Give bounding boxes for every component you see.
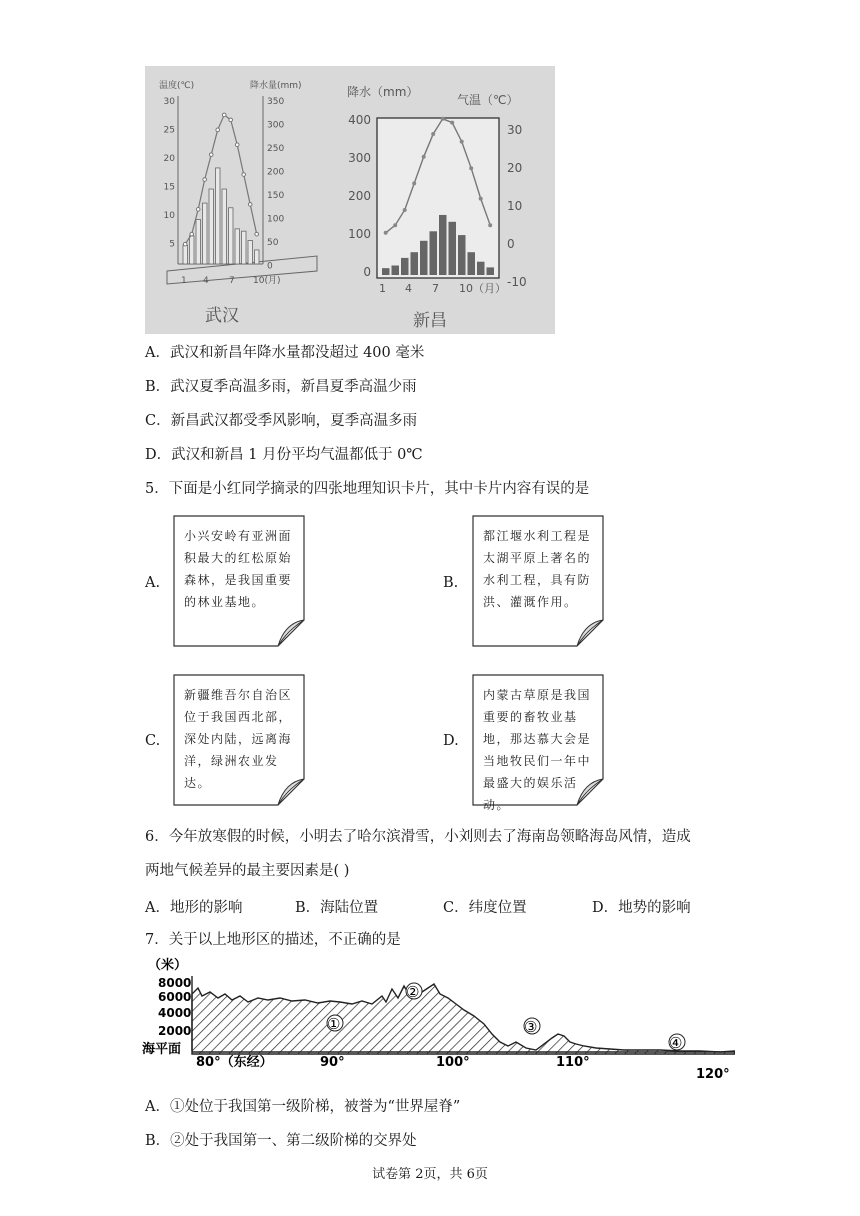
wuhan-temp-point xyxy=(216,128,220,132)
xinchang-precip-bar xyxy=(487,267,495,275)
wuhan-precip-axis-label: 降水量(mm) xyxy=(250,81,302,91)
wuhan-temp-tick: 10 xyxy=(163,211,175,221)
wuhan-precip-bar xyxy=(255,250,260,264)
profile-marker-2: ② xyxy=(406,983,420,1001)
wuhan-month-tick: 4 xyxy=(203,276,209,286)
terrain-profile-shape xyxy=(192,984,735,1054)
q7-stem: 7．关于以上地形区的描述，不正确的是 xyxy=(145,932,401,948)
xinchang-temp-point xyxy=(384,231,388,235)
xinchang-temp-tick: 0 xyxy=(507,237,515,251)
xinchang-temp-tick: -10 xyxy=(507,275,527,289)
xinchang-precip-tick: 100 xyxy=(348,227,371,241)
wuhan-temp-axis-label: 温度(℃) xyxy=(159,81,195,91)
xinchang-temp-tick: 10 xyxy=(507,199,523,213)
wuhan-precip-tick: 250 xyxy=(267,144,285,154)
card-d-letter: D. xyxy=(443,733,459,749)
climate-charts-figure xyxy=(145,66,555,334)
wuhan-temp-tick: 15 xyxy=(163,182,175,193)
wuhan-precip-tick: 200 xyxy=(267,167,285,178)
wuhan-temp-point xyxy=(203,178,207,182)
profile-x-tick-90: 90° xyxy=(320,1055,345,1070)
page-footer: 试卷第 2页，共 6页 xyxy=(372,1167,488,1182)
wuhan-temp-point xyxy=(209,153,213,157)
xinchang-temp-point xyxy=(479,197,483,201)
profile-y-tick-6000: 6000 xyxy=(158,990,192,1004)
q7-option-a: A．①处位于我国第一级阶梯，被誉为“世界屋脊” xyxy=(145,1099,461,1115)
profile-marker-1: ① xyxy=(327,1015,341,1033)
wuhan-month-tick: 7 xyxy=(229,276,235,286)
xinchang-temp-point xyxy=(412,181,416,185)
profile-y-unit: （米） xyxy=(148,958,188,973)
xinchang-city-label: 新昌 xyxy=(413,311,447,331)
q6-option-c: C．纬度位置 xyxy=(443,900,527,916)
profile-marker-3: ③ xyxy=(524,1018,538,1036)
knowledge-card-c xyxy=(173,674,305,806)
q6-stem-line2: 两地气候差异的最主要因素是( ) xyxy=(145,863,350,879)
xinchang-precip-bar xyxy=(477,262,485,275)
wuhan-temp-point xyxy=(229,118,233,122)
xinchang-precip-bar xyxy=(401,258,409,275)
wuhan-precip-bar xyxy=(196,219,201,264)
profile-y-tick-4000: 4000 xyxy=(158,1006,192,1020)
xinchang-precip-bar xyxy=(382,268,390,275)
card-b-text: 都江堰水利工程是太湖平原上著名的水利工程，具有防洪、灌溉作用。 xyxy=(483,529,592,609)
q6-option-a: A．地形的影响 xyxy=(145,900,243,916)
wuhan-temp-tick: 25 xyxy=(163,125,175,136)
card-c-letter: C. xyxy=(145,733,161,749)
xinchang-precip-bar xyxy=(392,266,400,276)
xinchang-month-tick: 1 xyxy=(379,282,386,295)
wuhan-precip-bar xyxy=(216,168,221,264)
xinchang-temp-point xyxy=(460,140,464,144)
xinchang-month-tick: 7 xyxy=(432,282,439,295)
xinchang-precip-tick: 0 xyxy=(363,265,371,279)
q4-option-a: A．武汉和新昌年降水量都没超过 400 毫米 xyxy=(145,345,425,361)
wuhan-month-tick: 10(月) xyxy=(253,276,281,286)
wuhan-precip-tick: 50 xyxy=(267,238,279,248)
wuhan-temp-point xyxy=(183,242,187,246)
xinchang-precip-bar xyxy=(411,252,419,275)
profile-x-tick-80: 80°（东经） xyxy=(196,1055,273,1070)
xinchang-precip-bar xyxy=(420,241,428,275)
xinchang-temp-point xyxy=(450,121,454,125)
wuhan-precip-tick: 350 xyxy=(267,97,285,107)
terrain-profile-figure xyxy=(140,954,735,1082)
wuhan-temp-point xyxy=(242,173,246,177)
wuhan-precip-tick: 100 xyxy=(267,214,285,225)
wuhan-chart xyxy=(159,79,317,326)
xinchang-temp-point xyxy=(488,223,492,227)
xinchang-precip-bar xyxy=(458,235,466,275)
wuhan-precip-bar xyxy=(229,208,234,264)
xinchang-temp-point xyxy=(441,117,445,121)
card-d-text: 内蒙古草原是我国重要的畜牧业基地，那达慕大会是当地牧民们一年中最盛大的娱乐活动。 xyxy=(483,688,592,812)
wuhan-temp-tick: 20 xyxy=(163,154,175,164)
wuhan-precip-tick: 150 xyxy=(267,191,285,201)
xinchang-temp-point xyxy=(393,223,397,227)
wuhan-temp-point xyxy=(222,113,226,117)
xinchang-month-tick: 4 xyxy=(405,282,412,295)
q6-option-b: B．海陆位置 xyxy=(295,900,379,916)
xinchang-temp-axis-label: 气温（℃） xyxy=(457,93,519,107)
wuhan-precip-bar xyxy=(203,203,208,264)
wuhan-precip-bar xyxy=(242,231,247,264)
xinchang-temp-tick: 20 xyxy=(507,161,523,175)
xinchang-precip-bar xyxy=(449,222,457,275)
xinchang-precip-tick: 400 xyxy=(348,113,371,127)
wuhan-precip-tick: 300 xyxy=(267,120,285,131)
wuhan-temp-point xyxy=(255,232,259,236)
xinchang-precip-bar xyxy=(468,252,476,275)
xinchang-precip-bar xyxy=(439,215,447,275)
wuhan-precip-bar xyxy=(235,229,240,264)
wuhan-precip-bar xyxy=(183,245,188,264)
xinchang-month-tick: 10（月） xyxy=(459,282,506,295)
profile-marker-4: ④ xyxy=(669,1034,683,1052)
wuhan-temp-tick: 30 xyxy=(163,97,175,107)
xinchang-temp-point xyxy=(469,166,473,170)
profile-x-tick-120: 120° xyxy=(696,1067,730,1082)
xinchang-precip-bar xyxy=(430,231,438,275)
wuhan-precip-bar xyxy=(209,189,214,264)
wuhan-precip-bar xyxy=(222,189,227,264)
q6-option-d: D．地势的影响 xyxy=(592,900,691,916)
xinchang-precip-tick: 300 xyxy=(348,151,371,165)
wuhan-precip-tick: 0 xyxy=(267,261,273,272)
q6-stem-line1: 6．今年放寒假的时候，小明去了哈尔滨滑雪，小刘则去了海南岛领略海岛风情，造成 xyxy=(145,829,691,845)
knowledge-card-d xyxy=(472,674,604,812)
wuhan-city-label: 武汉 xyxy=(205,306,239,326)
card-b-letter: B. xyxy=(443,575,459,591)
profile-x-tick-100: 100° xyxy=(436,1055,470,1070)
profile-y-tick-8000: 8000 xyxy=(158,976,192,990)
wuhan-precip-bar xyxy=(190,236,195,264)
xinchang-temp-point xyxy=(431,132,435,136)
wuhan-temp-tick: 5 xyxy=(169,239,175,250)
wuhan-precip-bar xyxy=(248,241,253,264)
knowledge-card-b xyxy=(472,515,604,647)
q4-option-c: C．新昌武汉都受季风影响，夏季高温多雨 xyxy=(145,413,418,429)
profile-x-tick-110: 110° xyxy=(556,1055,590,1070)
q4-option-b: B．武汉夏季高温多雨，新昌夏季高温少雨 xyxy=(145,379,417,395)
wuhan-temp-point xyxy=(248,203,252,207)
card-a-letter: A. xyxy=(145,575,161,591)
q4-option-d: D．武汉和新昌 1 月份平均气温都低于 0℃ xyxy=(145,447,423,463)
xinchang-temp-tick: 30 xyxy=(507,123,523,137)
wuhan-temp-point xyxy=(196,208,200,212)
xinchang-precip-tick: 200 xyxy=(348,189,371,203)
q5-stem: 5．下面是小红同学摘录的四张地理知识卡片，其中卡片内容有误的是 xyxy=(145,481,590,497)
profile-y-tick-2000: 2000 xyxy=(158,1024,192,1038)
xinchang-temp-point xyxy=(403,208,407,212)
card-c-text: 新疆维吾尔自治区位于我国西北部，深处内陆，远离海洋，绿洲农业发达。 xyxy=(184,688,293,790)
xinchang-temp-point xyxy=(422,155,426,159)
card-a-text: 小兴安岭有亚洲面积最大的红松原始森林，是我国重要的林业基地。 xyxy=(184,529,293,609)
q7-option-b: B．②处于我国第一、第二级阶梯的交界处 xyxy=(145,1133,417,1149)
wuhan-month-tick: 1 xyxy=(181,276,187,286)
xinchang-chart xyxy=(347,84,527,331)
wuhan-temp-point xyxy=(235,143,239,147)
xinchang-precip-axis-label: 降水（mm） xyxy=(347,85,419,99)
wuhan-temp-point xyxy=(190,232,194,236)
profile-sea-level: 海平面 xyxy=(142,1042,182,1057)
knowledge-card-a xyxy=(173,515,305,647)
